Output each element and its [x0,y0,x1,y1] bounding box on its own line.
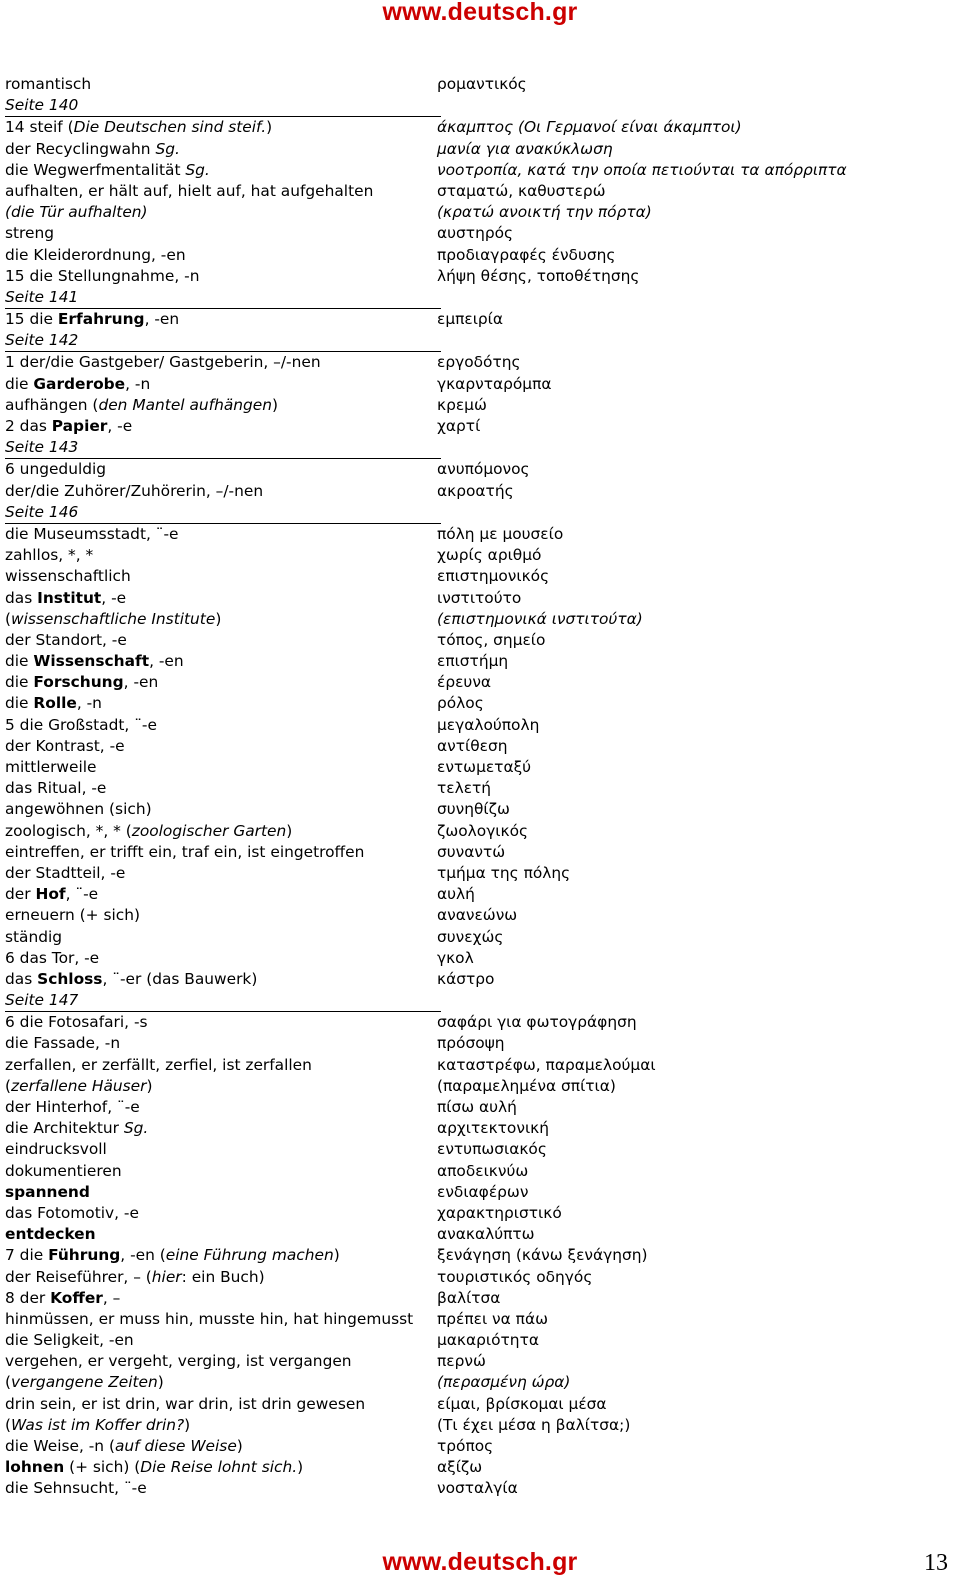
german-term: die Weise, -n (auf diese Weise) [5,1437,243,1455]
greek-translation: χωρίς αριθμό [437,546,542,565]
greek-translation: ανυπόμονος [437,460,530,479]
greek-translation: έρευνα [437,673,492,692]
greek-translation: (κρατώ ανοικτή την πόρτα) [437,203,652,222]
greek-translation: τουριστικός οδηγός [437,1267,593,1286]
german-term: das Ritual, -e [5,779,107,798]
vocab-row [5,1097,935,1118]
greek-translation: νοοτροπία, κατά την οποία πετιούνται τα απόρριπτα [437,160,847,179]
german-term: zerfallen, er zerfällt, zerfiel, ist zerfallen [5,1055,312,1074]
greek-translation: επιστημονικός [437,567,550,586]
vocab-row [5,715,935,736]
greek-translation: τελετή [437,779,492,798]
german-term: romantisch [5,75,92,93]
greek-translation: ανανεώνω [437,906,518,925]
greek-translation: (παραμελημένα σπίτια) [437,1076,616,1095]
vocab-row [5,757,935,778]
vocab-row [5,863,935,884]
greek-translation: ξενάγηση (κάνω ξενάγηση) [437,1246,648,1265]
german-term: die Architektur Sg. [5,1119,149,1138]
greek-translation: πρόσοψη [437,1034,505,1053]
greek-translation: καταστρέφω, παραμελούμαι [437,1055,656,1074]
section-label: Seite 141 [5,287,79,306]
vocab-row [5,1415,935,1436]
german-term: (Was ist im Koffer drin?) [5,1415,191,1434]
greek-translation: λήψη θέσης, τοποθέτησης [437,266,640,285]
german-term: die Wegwerfmentalität Sg. [5,160,210,179]
german-term: das Fotomotiv, -e [5,1203,139,1222]
german-term: der Reiseführer, – (hier: ein Buch) [5,1267,265,1286]
vocab-row [5,1436,935,1457]
greek-translation: αυλή [437,885,475,904]
vocab-row [5,309,935,330]
greek-translation: βαλίτσα [437,1288,501,1307]
german-term: die Sehnsucht, ¨-e [5,1479,147,1498]
vocab-row [5,117,935,138]
vocab-row [5,588,935,609]
vocab-row [5,1033,935,1054]
german-term: die Garderobe, -n [5,374,151,393]
greek-translation: γκαρνταρόμπα [437,374,552,393]
section-label: Seite 140 [5,96,79,115]
vocab-row [5,1182,935,1203]
vocab-row [5,1245,935,1266]
german-term: die Forschung, -en [5,673,159,692]
section-heading [5,287,441,309]
german-term: die Wissenschaft, -en [5,652,184,671]
vocab-row [5,245,935,266]
greek-translation: περνώ [437,1352,486,1371]
vocab-row [5,481,935,502]
vocab-row [5,1288,935,1309]
vocab-row [5,524,935,545]
german-term: 15 die Erfahrung, -en [5,310,180,329]
vocab-row [5,1372,935,1393]
german-term: wissenschaftlich [5,567,131,586]
vocab-row [5,778,935,799]
vocab-row [5,1478,935,1499]
vocab-row [5,693,935,714]
vocabulary-list [5,74,935,1500]
greek-translation: ινστιτούτο [437,588,522,607]
vocab-row [5,1267,935,1288]
vocab-row [5,1351,935,1372]
greek-translation: ρομαντικός [437,75,527,93]
vocab-row [5,884,935,905]
greek-translation: κρεμώ [437,395,487,414]
vocab-row [5,160,935,181]
greek-translation: χαρακτηριστικό [437,1203,562,1222]
german-term: der/die Zuhörer/Zuhörerin, –/-nen [5,481,264,500]
german-term: 2 das Papier, -e [5,417,133,435]
german-term: (die Tür aufhalten) [5,203,148,222]
greek-translation: εργοδότης [437,353,521,372]
greek-translation: συναντώ [437,842,506,861]
section-label: Seite 143 [5,438,79,457]
german-term: 1 der/die Gastgeber/ Gastgeberin, –/-nen [5,353,321,372]
greek-translation: κάστρο [437,969,495,988]
german-term: der Standort, -e [5,630,127,649]
german-term: die Museumsstadt, ¨-e [5,524,179,543]
vocab-row [5,1203,935,1224]
german-term: drin sein, er ist drin, war drin, ist drin gewesen [5,1394,366,1413]
german-term: 6 das Tor, -e [5,948,100,967]
german-term: erneuern (+ sich) [5,906,140,925]
section-heading [5,437,441,459]
greek-translation: αρχιτεκτονική [437,1119,549,1138]
german-term: der Hinterhof, ¨-e [5,1098,140,1116]
greek-translation: σταματώ, καθυστερώ [437,181,606,200]
german-term: streng [5,224,55,243]
vocab-row [5,842,935,863]
section-label: Seite 142 [5,331,79,350]
vocab-row [5,1161,935,1182]
vocab-row [5,459,935,480]
site-header[interactable]: www.deutsch.gr [382,0,578,26]
vocab-row [5,927,935,948]
german-term: eindrucksvoll [5,1140,107,1159]
greek-translation: νοσταλγία [437,1479,518,1498]
vocab-row [5,651,935,672]
greek-translation: τρόπος [437,1437,494,1455]
greek-translation: επιστήμη [437,652,509,671]
vocab-row [5,1309,935,1330]
greek-translation: εντωμεταξύ [437,758,532,776]
greek-translation: (επιστημονικά ινστιτούτα) [437,609,643,628]
german-term: ständig [5,927,63,946]
german-term: 7 die Führung, -en (eine Führung machen) [5,1246,340,1265]
german-term: die Kleiderordnung, -en [5,245,186,264]
german-term: die Fassade, -n [5,1034,121,1053]
vocab-row [5,545,935,566]
german-term: lohnen (+ sich) (Die Reise lohnt sich.) [5,1458,304,1477]
vocab-row [5,374,935,395]
vocab-row [5,566,935,587]
greek-translation: πίσω αυλή [437,1098,517,1116]
greek-translation: σαφάρι για φωτογράφηση [437,1013,637,1032]
section-label: Seite 147 [5,991,79,1010]
greek-translation: ρόλος [437,694,484,713]
vocab-row [5,139,935,160]
greek-translation: τόπος, σημείο [437,630,546,649]
vocab-row [5,948,935,969]
german-term: 6 die Fotosafari, -s [5,1013,148,1032]
greek-translation: συνεχώς [437,927,504,946]
greek-translation: συνηθίζω [437,800,510,819]
german-term: zahllos, *, * [5,546,94,565]
vocab-row [5,630,935,651]
german-term: dokumentieren [5,1161,122,1180]
vocab-row [5,202,935,223]
vocab-row [5,181,935,202]
greek-translation: αξίζω [437,1458,483,1477]
section-heading [5,502,441,524]
vocab-row [5,821,935,842]
greek-translation: ακροατής [437,481,514,500]
german-term: das Schloss, ¨-er (das Bauwerk) [5,969,258,988]
vocab-row [5,969,935,990]
greek-translation: εμπειρία [437,310,504,329]
vocab-row [5,1076,935,1097]
greek-translation: γκολ [437,948,474,967]
german-term: der Stadtteil, -e [5,863,126,882]
german-term: der Kontrast, -e [5,736,125,755]
german-term: (vergangene Zeiten) [5,1373,164,1392]
german-term: (zerfallene Häuser) [5,1076,153,1095]
greek-translation: χαρτί [437,417,481,435]
greek-translation: πόλη με μουσείο [437,524,564,543]
vocab-row [5,1224,935,1245]
vocab-row [5,1012,935,1033]
greek-translation: μεγαλούπολη [437,715,540,734]
german-term: angewöhnen (sich) [5,800,152,819]
german-term: 15 die Stellungnahme, -n [5,266,200,285]
greek-translation: εντυπωσιακός [437,1140,547,1159]
vocab-row [5,223,935,244]
german-term: 8 der Koffer, – [5,1288,121,1307]
german-term: eintreffen, er trifft ein, traf ein, ist eingetroffen [5,842,365,861]
german-term: vergehen, er vergeht, verging, ist vergangen [5,1352,352,1371]
vocab-row [5,266,935,287]
vocab-row [5,1139,935,1160]
german-term: entdecken [5,1225,96,1244]
section-label: Seite 146 [5,502,79,521]
greek-translation: άκαμπτος (Οι Γερμανοί είναι άκαμπτοι) [437,118,742,137]
vocab-row [5,416,935,437]
section-heading [5,95,441,117]
greek-translation: μανία για ανακύκλωση [437,139,613,158]
german-term: aufhängen (den Mantel aufhängen) [5,395,279,414]
german-term: (wissenschaftliche Institute) [5,609,222,628]
vocab-row [5,395,935,416]
greek-translation: αντίθεση [437,736,508,755]
vocab-row [5,352,935,373]
page-number: 13 [924,1550,948,1576]
greek-translation: ενδιαφέρων [437,1182,529,1201]
vocab-row [5,736,935,757]
german-term: 5 die Großstadt, ¨-e [5,715,157,734]
greek-translation: μακαριότητα [437,1331,539,1350]
german-term: der Hof, ¨-e [5,885,99,904]
german-term: die Rolle, -n [5,694,102,713]
german-term: hinmüssen, er muss hin, musste hin, hat hingemusst [5,1309,414,1328]
german-term: die Seligkeit, -en [5,1331,134,1350]
greek-translation: τμήμα της πόλης [437,863,571,882]
german-term: zoologisch, *, * (zoologischer Garten) [5,821,293,840]
greek-translation: (Τι έχει μέσα η βαλίτσα;) [437,1415,631,1434]
greek-translation: (περασμένη ώρα) [437,1373,571,1392]
greek-translation: ζωολογικός [437,821,529,840]
vocab-row [5,74,935,95]
vocab-row [5,1457,935,1478]
greek-translation: αποδεικνύω [437,1161,529,1180]
german-term: der Recyclingwahn Sg. [5,139,180,158]
section-heading [5,990,441,1012]
greek-translation: αυστηρός [437,224,514,243]
vocab-row [5,799,935,820]
german-term: das Institut, -e [5,588,127,607]
greek-translation: είμαι, βρίσκομαι μέσα [437,1394,607,1413]
vocab-row [5,609,935,630]
vocab-row [5,905,935,926]
greek-translation: ανακαλύπτω [437,1225,535,1244]
vocab-row [5,1118,935,1139]
german-term: mittlerweile [5,758,97,776]
german-term: 14 steif (Die Deutschen sind steif.) [5,118,273,137]
vocab-row [5,1394,935,1415]
site-footer[interactable]: www.deutsch.gr [382,1548,578,1576]
greek-translation: προδιαγραφές ένδυσης [437,245,616,264]
vocab-row [5,1330,935,1351]
vocab-row [5,1055,935,1076]
vocab-row [5,672,935,693]
german-term: aufhalten, er hält auf, hielt auf, hat aufgehalten [5,181,374,200]
german-term: spannend [5,1182,90,1201]
german-term: 6 ungeduldig [5,460,107,479]
section-heading [5,330,441,352]
greek-translation: πρέπει να πάω [437,1309,548,1328]
